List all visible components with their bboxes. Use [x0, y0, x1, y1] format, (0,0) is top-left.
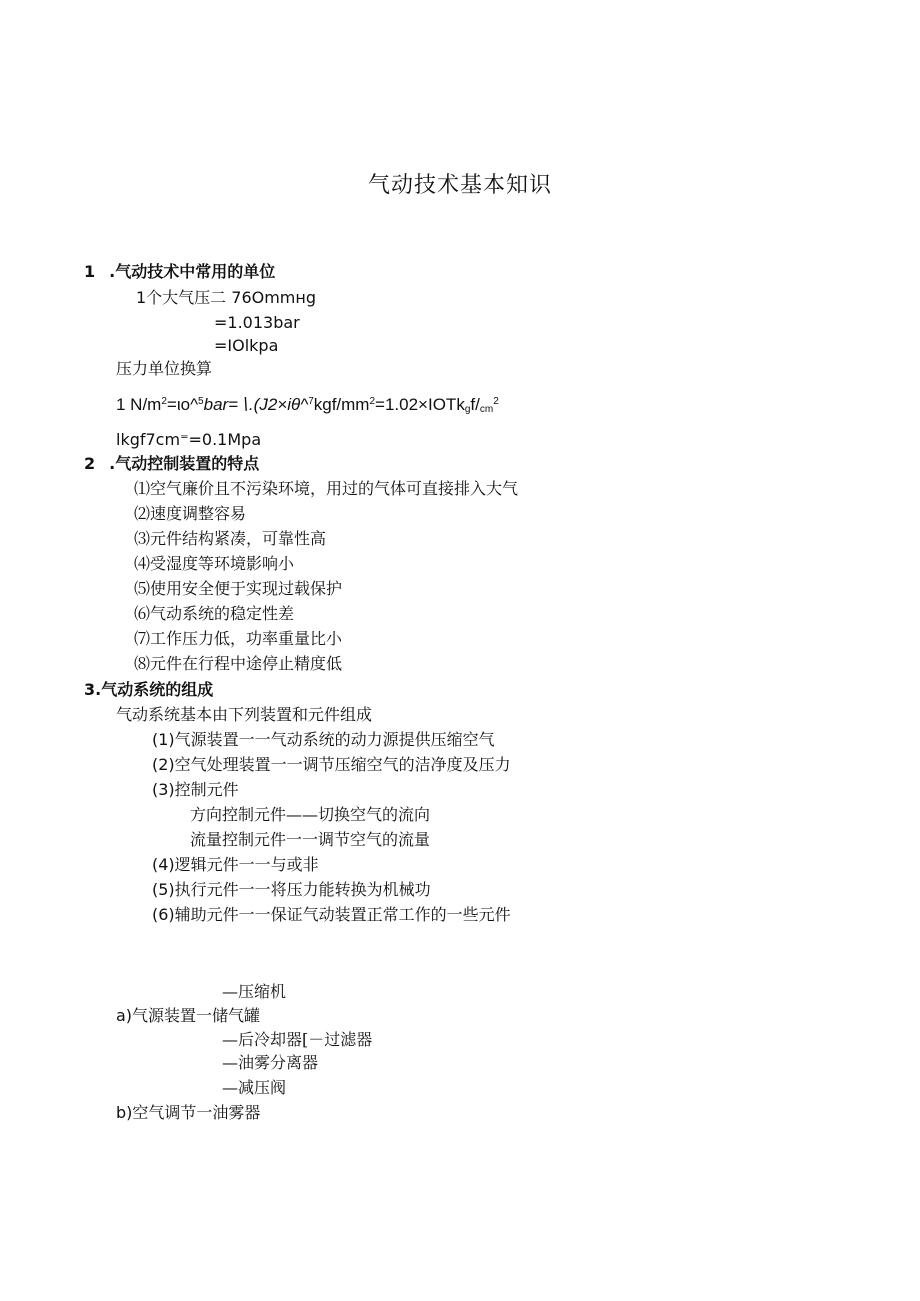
kgf-line: lkgf7cm⁼=0.1Mpa [116, 430, 262, 449]
feature-item: ⑶元件结构紧凑，可靠性高 [134, 529, 327, 548]
formula-part-4: kgf/mm [313, 395, 370, 414]
section1-heading-text: .气动技术中常用的单位 [109, 262, 276, 281]
formula-part-2: =ιo^ [166, 395, 199, 414]
section3-intro: 气动系统基本由下列装置和元件组成 [116, 705, 373, 724]
tree-compressor: —压缩机 [222, 982, 287, 1001]
component-item: (6)辅助元件一一保证气动装置正常工作的一些元件 [152, 905, 511, 924]
feature-item: ⑴空气廉价且不污染环境，用过的气体可直接排入大气 [134, 479, 519, 498]
section2-number: 2 [84, 454, 96, 473]
component-item: (3)控制元件 [152, 780, 239, 799]
tree-reducing-valve: —减压阀 [222, 1078, 287, 1097]
formula-part-1: 1 N/m [116, 395, 162, 414]
feature-item: ⑵速度调整容易 [134, 504, 247, 523]
tree-oil-separator: —油雾分离器 [222, 1053, 319, 1072]
section3-heading: 3.气动系统的组成 [84, 680, 214, 699]
feature-item: ⑺工作压力低，功率重量比小 [134, 629, 343, 648]
feature-item: ⑸使用安全便于实现过载保护 [134, 579, 343, 598]
page-title: 气动技术基本知识 [367, 173, 552, 198]
formula-sup-2: 5 [198, 396, 204, 407]
section1-heading [84, 262, 275, 282]
formula-sub-6: cm [479, 404, 494, 415]
formula-sup-1: 2 [161, 396, 167, 407]
control-subitem: 流量控制元件一一调节空气的流量 [190, 830, 431, 849]
pressure-formula [116, 395, 499, 415]
atm-line-1: 1个大气压二 76Ommнg [136, 288, 317, 307]
formula-sub-5: g [464, 404, 471, 415]
formula-part-3: bar=∖.(J2×iθ^ [203, 395, 309, 414]
section2-heading [84, 454, 259, 474]
conversion-heading: 压力单位换算 [116, 359, 213, 378]
tree-aftercooler: —后冷却器[－过滤器 [222, 1030, 373, 1049]
formula-sup-6: 2 [493, 396, 499, 407]
component-item: (5)执行元件一一将压力能转换为机械功 [152, 880, 431, 899]
feature-item: ⑷受湿度等环境影响小 [134, 554, 295, 573]
formula-sup-3: 7 [308, 396, 314, 407]
atm-line-2: =1.013bar [214, 313, 300, 332]
component-item: (1)气源装置一一气动系统的动力源提供压缩空气 [152, 730, 495, 749]
component-item: (4)逻辑元件一一与或非 [152, 855, 319, 874]
feature-item: ⑻元件在行程中途停止精度低 [134, 654, 343, 673]
tree-air-conditioning-label: b)空气调节一油雾器 [116, 1103, 261, 1122]
tree-air-source-label: a)气源装置一储气罐 [116, 1006, 261, 1025]
component-item: (2)空气处理装置一一调节压缩空气的洁净度及压力 [152, 755, 511, 774]
formula-part-6: f/ [470, 395, 480, 414]
section2-heading-text: .气动控制装置的特点 [109, 454, 260, 473]
formula-part-5: =1.02×IOTk [375, 395, 465, 414]
atm-line-3: =IOlkpa [214, 336, 279, 355]
control-subitem: 方向控制元件——切换空气的流向 [190, 805, 431, 824]
feature-item: ⑹气动系统的稳定性差 [134, 604, 295, 623]
formula-sup-4: 2 [369, 396, 376, 407]
section1-number: 1 [84, 262, 96, 281]
